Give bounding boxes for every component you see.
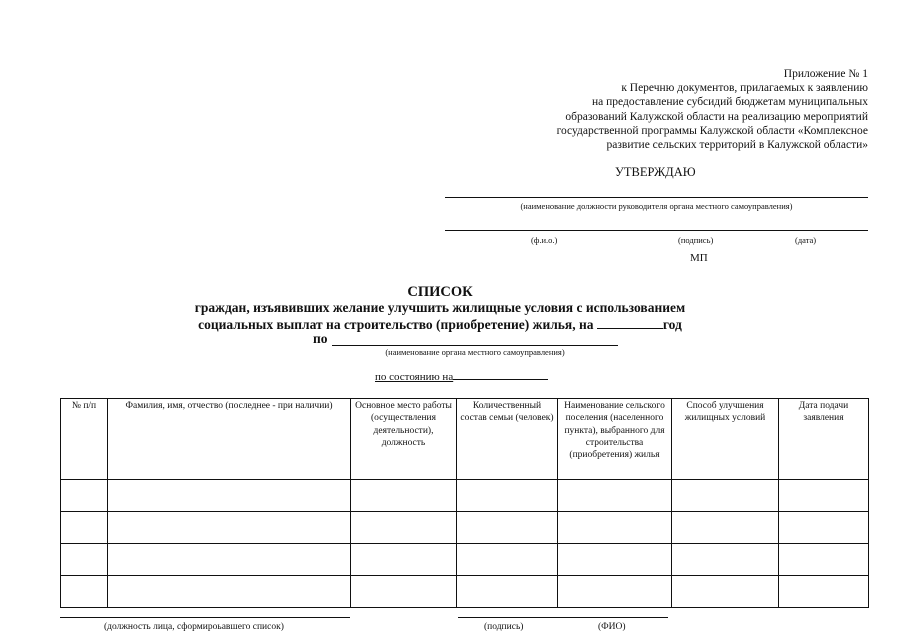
table-header-row: [61, 399, 869, 480]
as-of-blank: [453, 369, 548, 380]
title-line-2: [0, 316, 880, 333]
table-cell: [108, 544, 351, 576]
table-cell: [457, 512, 558, 544]
title-line-2-start: социальных выплат на строительство (приобретение) жилья, на: [198, 317, 594, 332]
title-line-1: граждан, изъявивших желание улучшить жилищные условия с использованием: [194, 300, 686, 315]
header-full-name: Фамилия, имя, отчество (последнее - при наличии): [108, 399, 351, 480]
org-line: [332, 345, 618, 346]
approval-heading: УТВЕРЖДАЮ: [615, 165, 696, 179]
as-of-text: по состоянию на: [375, 371, 454, 383]
table-cell: [558, 576, 672, 608]
table-cell: [672, 544, 779, 576]
table-cell: [108, 480, 351, 512]
appendix-line: Приложение № 1: [783, 68, 868, 80]
header-settlement: Наименование сельского поселения (населенного пункта), выбранного для строительства (приобретения) жилья: [558, 399, 672, 480]
header-method: Способ улучшения жилищных условий: [672, 399, 779, 480]
header-number: № п/п: [61, 399, 108, 480]
table-cell: [457, 480, 558, 512]
table-cell: [61, 576, 108, 608]
po-label: по: [313, 331, 328, 346]
table-cell: [558, 512, 672, 544]
table-cell: [558, 480, 672, 512]
appendix-line: развитие сельских территорий в Калужской области»: [606, 139, 868, 152]
table-cell: [672, 480, 779, 512]
table-cell: [779, 544, 869, 576]
table-cell: [61, 512, 108, 544]
table-cell: [779, 480, 869, 512]
footer-signature-caption: (подпись): [484, 622, 524, 632]
stamp-label: МП: [690, 252, 708, 264]
title-line-2-end: год: [662, 317, 682, 332]
table-row: [61, 544, 869, 576]
footer-fio-caption: (ФИО): [598, 622, 626, 632]
footer-position-caption: (должность лица, сформироьавшего список): [104, 622, 284, 632]
appendix-line: образований Калужской области на реализацию мероприятий: [565, 110, 868, 123]
header-workplace: Основное место работы (осуществления деятельности), должность: [351, 399, 457, 480]
table-row: [61, 480, 869, 512]
table-row: [61, 576, 869, 608]
table-cell: [61, 480, 108, 512]
position-caption: (наименование должности руководителя органа местного самоуправления): [520, 201, 793, 211]
table-cell: [351, 544, 457, 576]
table-cell: [351, 512, 457, 544]
citizens-table: [60, 398, 869, 608]
table-row: [61, 512, 869, 544]
appendix-line: к Перечню документов, прилагаемых к заявлению: [621, 82, 868, 95]
table-cell: [457, 576, 558, 608]
appendix-line: на предоставление субсидий бюджетам муниципальных: [591, 96, 868, 109]
table-cell: [108, 576, 351, 608]
year-blank: [597, 316, 663, 329]
header-family-size: Количественный состав семьи (человек): [457, 399, 558, 480]
table-cell: [457, 544, 558, 576]
signature-line: [445, 230, 868, 231]
org-caption: (наименование органа местного самоуправления): [385, 347, 565, 357]
table-cell: [558, 544, 672, 576]
table-cell: [61, 544, 108, 576]
signature-caption: (подпись): [678, 235, 714, 245]
table-cell: [672, 576, 779, 608]
footer-position-line: [60, 617, 350, 618]
position-line: [445, 197, 868, 198]
date-caption: (дата): [795, 235, 817, 245]
table-cell: [779, 512, 869, 544]
table-cell: [779, 576, 869, 608]
table-cell: [351, 480, 457, 512]
table-cell: [351, 576, 457, 608]
appendix-block: [557, 67, 868, 152]
fio-caption: (ф.и.о.): [531, 235, 558, 245]
table-cell: [672, 512, 779, 544]
appendix-line: государственной программы Калужской области «Комплексное: [556, 124, 868, 137]
as-of-label: [375, 369, 548, 383]
document-title: СПИСОК: [407, 284, 473, 300]
footer-signature-line: [458, 617, 668, 618]
table-cell: [108, 512, 351, 544]
header-date: Дата подачи заявления: [779, 399, 869, 480]
